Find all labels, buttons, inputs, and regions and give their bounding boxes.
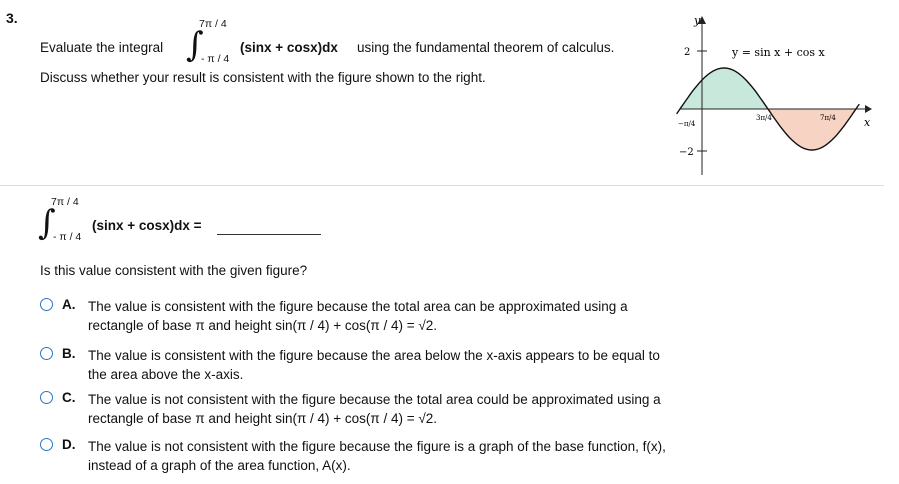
x-axis-arrow	[865, 105, 872, 113]
section-divider	[0, 185, 884, 186]
x-tick-7pi-4: 7π/4	[820, 114, 836, 122]
option-b-radio[interactable]	[40, 347, 53, 360]
option-b-line2: the area above the x-axis.	[88, 367, 244, 382]
option-c-line2: rectangle of base π and height sin(π / 4) + cos(π / 4) = √2.	[88, 411, 438, 426]
option-a-letter: A.	[62, 297, 76, 312]
option-c-text	[88, 390, 661, 428]
option-b-line1: The value is consistent with the figure because the area below the x-axis appears to be equal to	[88, 348, 660, 363]
option-d-line2: instead of a graph of the area function, A(x).	[88, 458, 351, 473]
option-b-text	[88, 346, 660, 384]
function-graph	[660, 10, 880, 180]
option-c[interactable]	[40, 390, 780, 430]
option-d-letter: D.	[62, 437, 76, 452]
consistency-question: Is this value consistent with the given figure?	[40, 263, 308, 278]
integrand: (sinx + cosx)dx	[240, 40, 338, 55]
y-tick-neg2: −2	[679, 147, 694, 158]
answer-integral-sign: ∫	[38, 203, 56, 243]
answer-integrand: (sinx + cosx)dx =	[92, 218, 202, 233]
question-number: 3.	[6, 10, 18, 26]
answer-lower-limit: - π / 4	[53, 231, 82, 243]
option-d[interactable]	[40, 437, 780, 477]
option-a[interactable]	[40, 297, 780, 337]
integral-upper-limit: 7π / 4	[199, 18, 227, 30]
area-below-x-axis	[768, 109, 856, 150]
prompt-post: using the fundamental theorem of calculus.	[357, 40, 615, 55]
y-axis-label: y	[694, 14, 701, 27]
option-d-text	[88, 437, 666, 475]
option-b-letter: B.	[62, 346, 76, 361]
option-a-line1: The value is consistent with the figure because the total area can be approximated using a	[88, 299, 628, 314]
option-a-text	[88, 297, 628, 335]
option-a-radio[interactable]	[40, 298, 53, 311]
option-a-line2: rectangle of base π and height sin(π / 4) + cos(π / 4) = √2.	[88, 318, 438, 333]
prompt-line2: Discuss whether your result is consistent with the figure shown to the right.	[40, 70, 486, 85]
prompt-pre: Evaluate the integral	[40, 40, 164, 55]
area-above-x-axis	[680, 68, 768, 109]
integral-lower-limit: - π / 4	[201, 53, 230, 65]
function-label: y = sin x + cos x	[732, 46, 825, 59]
x-tick-neg-pi-4: −π/4	[678, 120, 696, 128]
y-tick-2: 2	[684, 47, 691, 58]
x-tick-3pi-4: 3π/4	[756, 114, 772, 122]
option-d-line1: The value is not consistent with the figure because the figure is a graph of the base function, f(x),	[88, 439, 666, 454]
x-axis-label: x	[864, 116, 871, 129]
option-c-line1: The value is not consistent with the figure because the total area could be approximated using a	[88, 392, 661, 407]
integral-sign: ∫	[186, 25, 204, 65]
option-c-letter: C.	[62, 390, 76, 405]
answer-input[interactable]	[217, 222, 321, 238]
option-d-radio[interactable]	[40, 438, 53, 451]
answer-upper-limit: 7π / 4	[51, 196, 79, 208]
option-b[interactable]	[40, 346, 780, 386]
option-c-radio[interactable]	[40, 391, 53, 404]
